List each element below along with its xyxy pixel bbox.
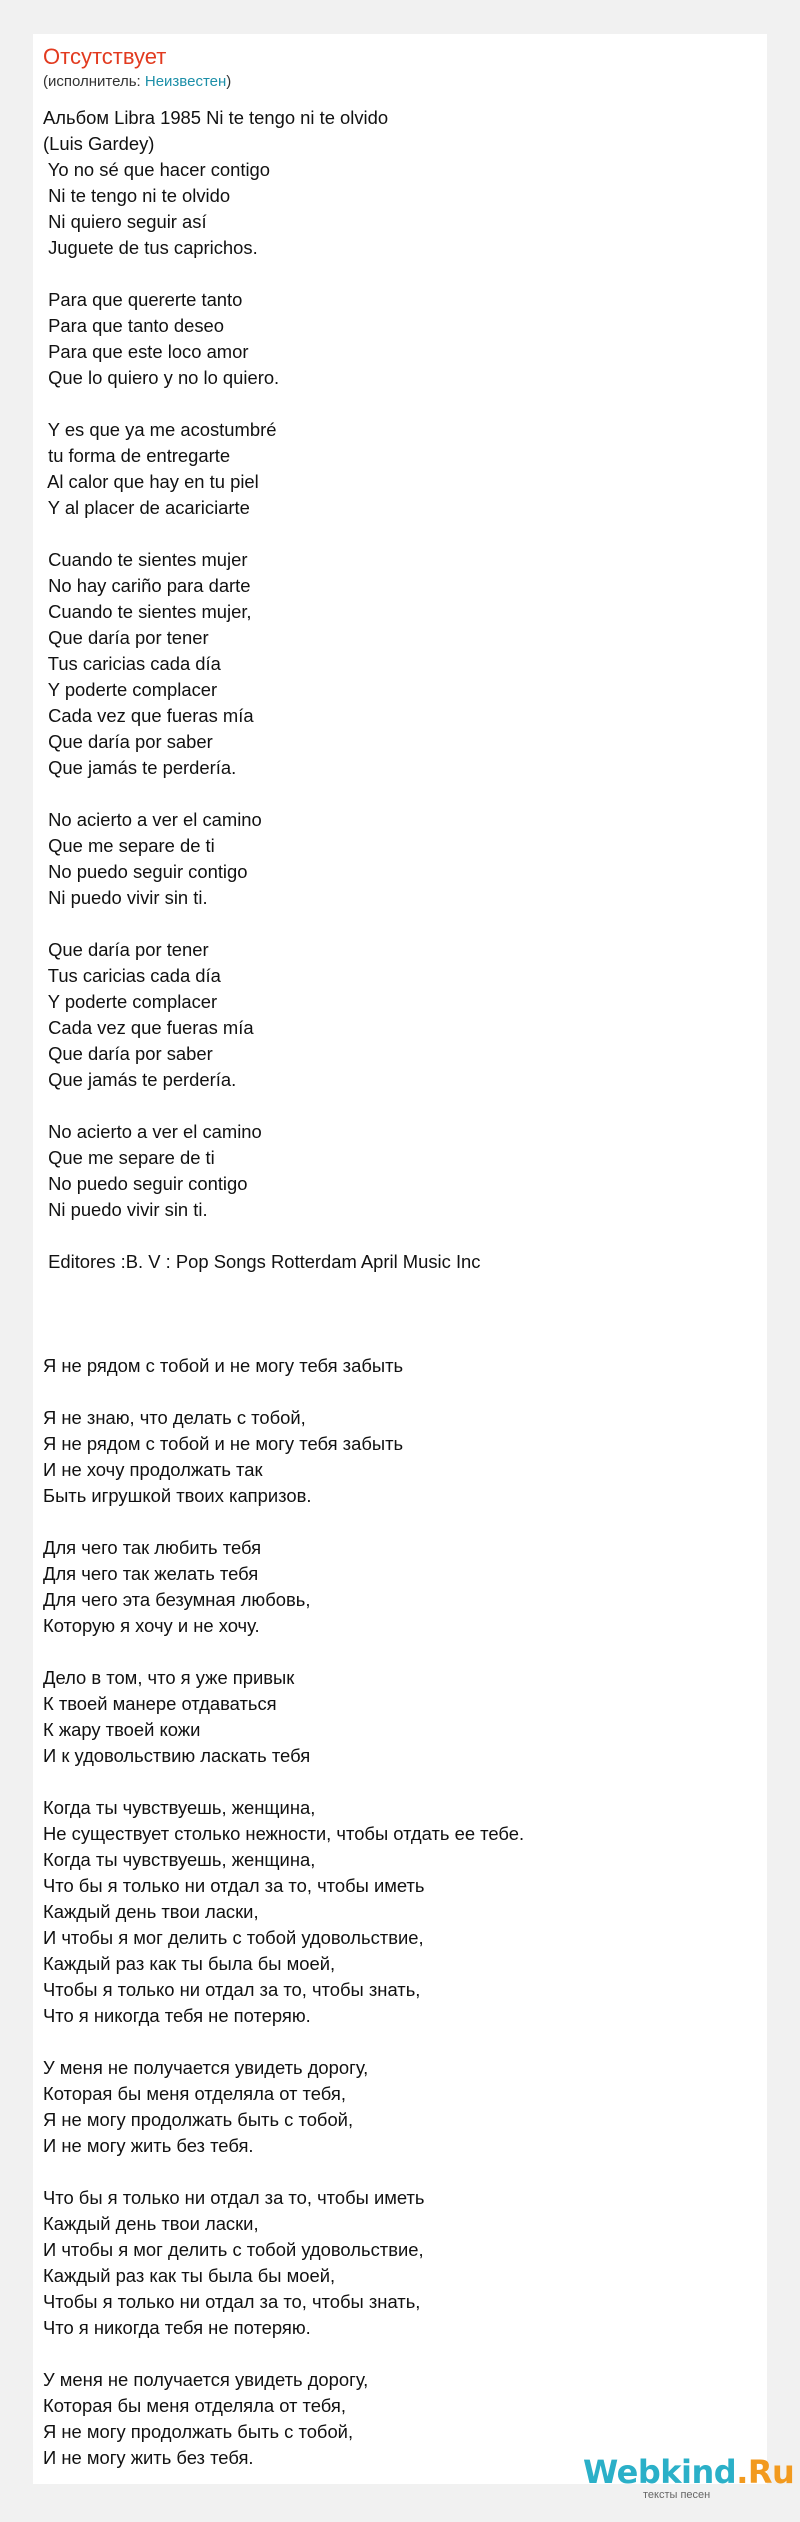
artist-byline [43, 72, 231, 92]
byline-prefix: (исполнитель: [43, 73, 145, 90]
lyrics-text: Альбом Libra 1985 Ni te tengo ni te olvido (Luis Gardey) Yo no sé que hacer contigo Ni te tengo ni te olvido Ni quiero seguir así Juguete de tus caprichos. Para que quererte tanto Para que tanto deseo Para que este loco amor Que lo quiero y no lo quiero. Y es que ya me acostumbré tu forma de entregarte Al calor que hay en tu piel Y al placer de acariciarte Cuando te sientes mujer No hay cariño para darte Cuando te sientes mujer, Que daría por tener Tus caricias cada día Y poderte complacer Cada vez que fueras mía Que daría por saber Que jamás te perdería. No acierto a ver el camino Que me separe de ti No puedo seguir contigo Ni puedo vivir sin ti. Que daría por tener Tus caricias cada día Y poderte complacer Cada vez que fueras mía Que daría por saber Que jamás te perdería. No acierto a ver el camino Que me separe de ti No puedo seguir contigo Ni puedo vivir sin ti. Editores :B. V : Pop Songs Rotterdam April Music Inc Я не рядом с тобой и не могу тебя забыть Я не знаю, что делать с тобой, Я не рядом с тобой и не могу тебя забыть И не хочу продолжать так Быть игрушкой твоих капризов. Для чего так любить тебя Для чего так желать тебя Для чего эта безумная любовь, Которую я хочу и не хочу. Дело в том, что я уже привык К твоей манере отдаваться К жару твоей кожи И к удовольствию ласкать тебя Когда ты чувствуешь, женщина, Не существует столько нежности, чтобы отдать ее тебе. Когда ты чувствуешь, женщина, Что бы я только ни отдал за то, чтобы иметь Каждый день твои ласки, И чтобы я мог делить с тобой удовольствие, Каждый раз как ты была бы моей, Чтобы я только ни отдал за то, чтобы знать, Что я никогда тебя не потеряю. У меня не получается увидеть дорогу, Которая бы меня отделяла от тебя, Я не могу продолжать быть с тобой, И не могу жить без тебя. Что бы я только ни отдал за то, чтобы иметь Каждый день твои ласки, И чтобы я мог делить с тобой удовольствие, Каждый раз как ты была бы моей, Чтобы я только ни отдал за то, чтобы знать, Что я никогда тебя не потеряю. У меня не получается увидеть дорогу, Которая бы меня отделяла от тебя, Я не могу продолжать быть с тобой, И не могу жить без тебя. [43, 107, 525, 2468]
logo-tagline: тексты песен [643, 2489, 711, 2501]
byline-suffix: ) [226, 73, 232, 90]
site-logo[interactable] [583, 2453, 795, 2502]
logo-wordmark [583, 2454, 794, 2490]
artist-link[interactable]: Неизвестен [144, 73, 227, 90]
logo-tld: .Ru [736, 2453, 795, 2491]
logo-name: Webkind [583, 2453, 737, 2491]
song-title: Отсутствует [43, 44, 167, 69]
